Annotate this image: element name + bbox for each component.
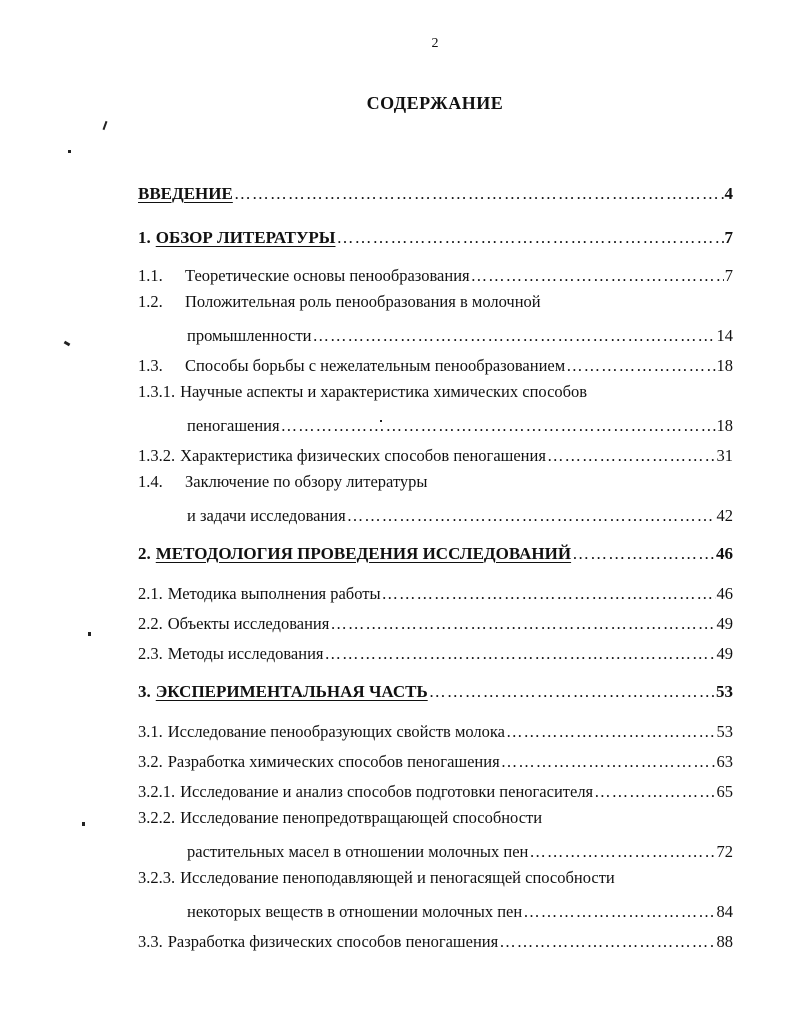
toc-entry-number: 2. [138,544,151,563]
toc-leader-dots [382,584,716,604]
toc-entry-1-4-continued[interactable] [187,502,733,526]
toc-entry-1-3[interactable] [138,352,733,376]
toc-page-number: 53 [716,682,733,701]
toc-page-number: 7 [724,266,733,285]
toc-page-number: 49 [716,614,733,633]
toc-entry-text-continued: промышленности [187,326,312,345]
toc-leader-dots [325,644,716,664]
toc-page-number: 49 [716,644,733,663]
toc-leader-dots [337,228,724,248]
toc-entry-2-1[interactable] [138,580,733,604]
toc-entry-text: Разработка химических способов пеногашения [167,752,500,771]
toc-leader-dots [523,902,715,922]
toc-leader-dots [529,842,715,862]
toc-leader-dots [499,932,715,952]
scan-speck [82,822,85,826]
toc-entry-text: Методы исследования [167,644,324,663]
toc-entry-1-3-2[interactable] [138,442,733,466]
toc-entry-number: 2.1. [138,584,163,603]
toc-page-number: 4 [724,184,733,203]
toc-entry-3-2[interactable] [138,748,733,772]
toc-entry-text: Методика выполнения работы [167,584,381,603]
toc-entry-text: Теоретические основы пенообразования [185,266,470,285]
toc-page-number: 72 [716,842,733,861]
toc-leader-dots [501,752,716,772]
toc-entry-1-2-continued[interactable] [187,322,733,346]
toc-entry-1-2[interactable] [138,292,733,316]
toc-entry-2[interactable] [138,540,733,564]
toc-entry-text-continued: некоторых веществ в отношении молочных пен [187,902,523,921]
toc-entry-3-2-2-continued[interactable] [187,838,733,862]
toc-entry-text: ВВЕДЕНИЕ [138,184,233,203]
toc-entry-3-2-3-continued[interactable] [187,898,733,922]
toc-page-number: 14 [716,326,733,345]
toc-entry-number: 3. [138,682,151,701]
toc-entry-number: 3.1. [138,722,163,741]
scan-speck [68,150,71,153]
toc-entry-number: 3.2.1. [138,782,176,801]
toc-entry-text: Исследование и анализ способов подготовки пеногасителя [180,782,594,801]
toc-entry-number: 3.2.2. [138,808,176,827]
toc-entry-text: Способы борьбы с нежелательным пенообразованием [185,356,566,375]
toc-entry-3-2-1[interactable] [138,778,733,802]
toc-entry-1-1[interactable] [138,262,733,286]
page-title: СОДЕРЖАНИЕ [366,93,504,113]
toc-entry-number: 1.4. [138,472,163,491]
toc-entry-number: 1. [138,228,151,247]
toc-page-number: 65 [716,782,733,801]
toc-entry-number: 3.2. [138,752,163,771]
toc-leader-dots [347,506,716,526]
toc-entry-number: 3.2.3. [138,868,176,887]
scan-speck [380,420,382,422]
toc-entry-1-3-1[interactable] [138,382,733,406]
toc-entry-text: Научные аспекты и характеристика химических способов [180,382,588,401]
toc-entry-number: 2.2. [138,614,163,633]
toc-entry-text: Исследование пенопредотвращающей способности [180,808,543,827]
toc-entry-text: МЕТОДОЛОГИЯ ПРОВЕДЕНИЯ ИССЛЕДОВАНИЙ [155,544,572,563]
toc-entry-3-1[interactable] [138,718,733,742]
toc-entry-2-3[interactable] [138,640,733,664]
toc-entry-text: Исследование пеноподавляющей и пеногасящей способности [180,868,615,887]
toc-entry-3-3[interactable] [138,928,733,952]
toc-leader-dots [572,544,715,564]
toc-leader-dots [330,614,715,634]
toc-page-number: 18 [716,416,733,435]
toc-entry-text: ЭКСПЕРИМЕНТАЛЬНАЯ ЧАСТЬ [155,682,428,701]
toc-entry-text: Заключение по обзору литературы [185,472,428,491]
toc-page-number: 42 [716,506,733,525]
toc-entry-1-3-1-continued[interactable] [187,412,733,436]
toc-page-number: 88 [716,932,733,951]
toc-entry-introduction[interactable] [138,180,733,204]
toc-entry-number: 1.1. [138,266,163,285]
toc-page-number: 84 [716,902,733,921]
toc-leader-dots [594,782,715,802]
toc-entry-3-2-2[interactable] [138,808,733,832]
toc-leader-dots [566,356,715,376]
scan-speck [88,632,91,636]
toc-entry-text-continued: растительных масел в отношении молочных пен [187,842,529,861]
toc-page-number: 63 [716,752,733,771]
toc-leader-dots [234,184,724,204]
toc-page-number: 7 [724,228,733,247]
toc-entry-text: Разработка физических способов пеногашения [167,932,499,951]
toc-entry-number: 3.3. [138,932,163,951]
toc-page-number: 31 [716,446,733,465]
toc-entry-number: 1.3. [138,356,163,375]
toc-page-number: 46 [716,584,733,603]
toc-entry-text-continued: и задачи исследования [187,506,346,525]
toc-leader-dots [281,416,716,436]
toc-entry-number: 2.3. [138,644,163,663]
toc-entry-number: 1.3.1. [138,382,176,401]
toc-page-number: 53 [716,722,733,741]
toc-entry-1-4[interactable] [138,472,733,496]
toc-entry-1[interactable] [138,224,733,248]
toc-entry-text: Положительная роль пенообразования в молочной [185,292,541,311]
toc-entry-text-continued: пеногашения [187,416,280,435]
toc-entry-text: Исследование пенообразующих свойств молока [167,722,505,741]
toc-leader-dots [313,326,716,346]
toc-entry-3-2-3[interactable] [138,868,733,892]
toc-leader-dots [506,722,716,742]
toc-entry-text: Объекты исследования [167,614,330,633]
toc-entry-number: 1.3.2. [138,446,176,465]
toc-entry-2-2[interactable] [138,610,733,634]
toc-entry-number: 1.2. [138,292,163,311]
toc-entry-3[interactable] [138,678,733,702]
toc-leader-dots [429,682,715,702]
toc-leader-dots [547,446,716,466]
toc-page-number: 18 [716,356,733,375]
page-number: 2 [431,36,439,51]
toc-page-number: 46 [716,544,733,563]
toc-entry-text: ОБЗОР ЛИТЕРАТУРЫ [155,228,336,247]
toc-entry-text: Характеристика физических способов пеногашения [180,446,546,465]
toc-leader-dots [471,266,724,286]
